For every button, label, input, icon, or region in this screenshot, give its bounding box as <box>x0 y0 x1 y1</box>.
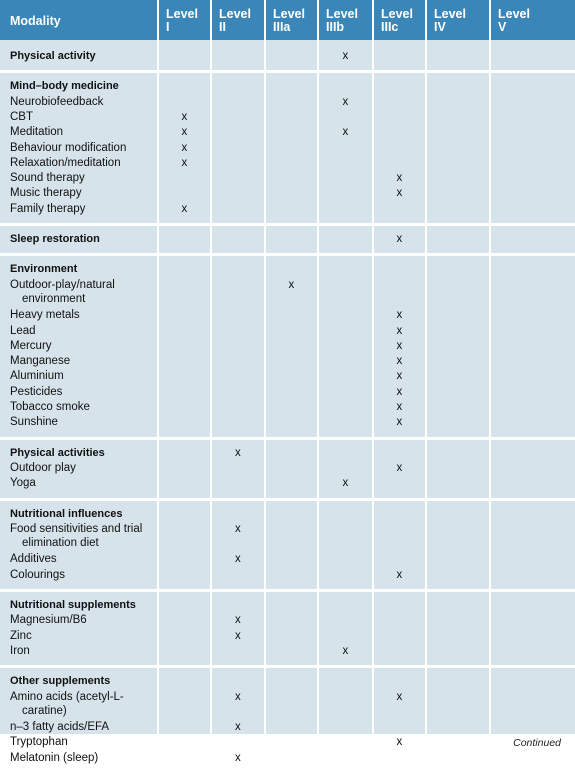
modality-label: Heavy metals <box>10 309 80 322</box>
level-column-header-line2: IIIc <box>381 20 399 34</box>
section-divider <box>0 498 575 501</box>
section-heading: Environment <box>10 263 78 276</box>
modality-label: Additives <box>10 553 57 566</box>
evidence-mark: x <box>235 721 241 734</box>
modality-label: Tobacco smoke <box>10 401 90 413</box>
modality-label-continued: caratine) <box>22 704 67 717</box>
evidence-mark: x <box>235 751 241 764</box>
evidence-mark: x <box>342 95 349 108</box>
column-divider <box>317 0 319 734</box>
modality-column-header: Modality <box>10 14 61 28</box>
level-column-header-line2: II <box>219 20 226 34</box>
evidence-mark: x <box>181 126 188 139</box>
evidence-mark: x <box>396 370 403 383</box>
modality-label: Music therapy <box>10 187 82 200</box>
evidence-mark: x <box>396 233 403 245</box>
modality-label: Magnesium/B6 <box>10 614 87 627</box>
evidence-mark: x <box>342 477 349 490</box>
modality-label: Outdoor-play/natural <box>10 278 115 291</box>
evidence-mark: x <box>396 401 403 413</box>
modality-label: Meditation <box>10 126 64 139</box>
evidence-mark: x <box>342 50 349 62</box>
evidence-mark: x <box>235 446 241 459</box>
modality-label: Melatonin (sleep) <box>10 751 99 764</box>
modality-label: Food sensitivities and trial <box>10 522 143 535</box>
evidence-mark: x <box>396 187 403 200</box>
section-divider <box>0 253 575 256</box>
level-column-header-line1: Level <box>381 7 413 21</box>
modality-label: Behaviour modification <box>10 141 127 154</box>
modality-label-continued: elimination diet <box>22 536 99 549</box>
section-heading: Nutritional supplements <box>10 599 136 611</box>
level-column-header-line1: Level <box>498 7 530 21</box>
column-divider <box>425 0 427 734</box>
modality-label: Relaxation/meditation <box>10 156 121 169</box>
modality-label: Family therapy <box>10 202 86 215</box>
modality-label: Zinc <box>10 629 32 642</box>
level-column-header-line2: I <box>166 20 170 34</box>
section-heading: Sleep restoration <box>10 233 100 245</box>
modality-label: Sunshine <box>10 416 58 429</box>
evidence-mark: x <box>235 614 241 627</box>
evidence-mark: x <box>396 461 403 474</box>
evidence-mark: x <box>181 156 188 169</box>
column-divider <box>372 0 374 734</box>
section-divider <box>0 70 575 73</box>
evidence-mark: x <box>181 141 188 154</box>
modality-label: CBT <box>10 110 33 123</box>
level-column-header-line2: V <box>498 20 507 34</box>
evidence-mark: x <box>235 522 241 535</box>
evidence-mark: x <box>288 278 295 291</box>
evidence-mark: x <box>396 690 403 703</box>
column-divider <box>157 0 159 734</box>
evidence-mark: x <box>342 644 349 657</box>
modality-label: Colourings <box>10 568 65 581</box>
level-column-header-line2: IIIa <box>273 20 291 34</box>
column-divider <box>210 0 212 734</box>
modality-label: Iron <box>10 644 30 657</box>
level-column-header-line2: IIIb <box>326 20 345 34</box>
column-divider <box>264 0 266 734</box>
section-divider <box>0 223 575 226</box>
evidence-mark: x <box>235 629 241 642</box>
evidence-mark: x <box>396 736 403 749</box>
level-column-header-line1: Level <box>166 7 198 21</box>
modality-label: Aluminium <box>10 370 64 383</box>
level-column-header-line2: IV <box>434 20 446 34</box>
modality-label: Amino acids (acetyl-L- <box>10 690 124 703</box>
modality-label: Mercury <box>10 339 52 352</box>
evidence-mark: x <box>235 553 241 566</box>
section-heading: Other supplements <box>10 675 111 688</box>
evidence-mark: x <box>396 568 403 581</box>
modality-label: Yoga <box>10 477 36 490</box>
section-heading: Physical activities <box>10 446 105 459</box>
section-heading: Mind–body medicine <box>10 80 119 93</box>
level-column-header-line1: Level <box>219 7 251 21</box>
evidence-mark: x <box>181 110 188 123</box>
modality-label-continued: environment <box>22 292 86 305</box>
modality-label: Sound therapy <box>10 172 85 185</box>
evidence-mark: x <box>396 355 403 368</box>
section-divider <box>0 589 575 592</box>
section-heading: Nutritional influences <box>10 507 123 520</box>
evidence-mark: x <box>181 202 188 215</box>
modality-label: Lead <box>10 324 36 337</box>
evidence-mark: x <box>235 690 241 703</box>
level-column-header-line1: Level <box>434 7 466 21</box>
evidence-mark: x <box>396 416 403 429</box>
modality-label: Manganese <box>10 355 71 368</box>
evidence-mark: x <box>396 309 403 322</box>
evidence-mark: x <box>342 126 349 139</box>
section-divider <box>0 665 575 668</box>
modality-label: Pesticides <box>10 385 63 398</box>
section-divider <box>0 437 575 440</box>
evidence-mark: x <box>396 172 403 185</box>
continued-note: Continued <box>513 737 561 749</box>
level-column-header-line1: Level <box>326 7 358 21</box>
modality-label: n–3 fatty acids/EFA <box>10 721 110 734</box>
evidence-mark: x <box>396 324 403 337</box>
evidence-mark: x <box>396 339 403 352</box>
modality-label: Tryptophan <box>10 736 68 749</box>
level-column-header-line1: Level <box>273 7 305 21</box>
evidence-mark: x <box>396 385 403 398</box>
modality-label: Outdoor play <box>10 461 76 474</box>
column-divider <box>489 0 491 734</box>
section-heading: Physical activity <box>10 50 96 62</box>
modality-label: Neurobiofeedback <box>10 95 104 108</box>
